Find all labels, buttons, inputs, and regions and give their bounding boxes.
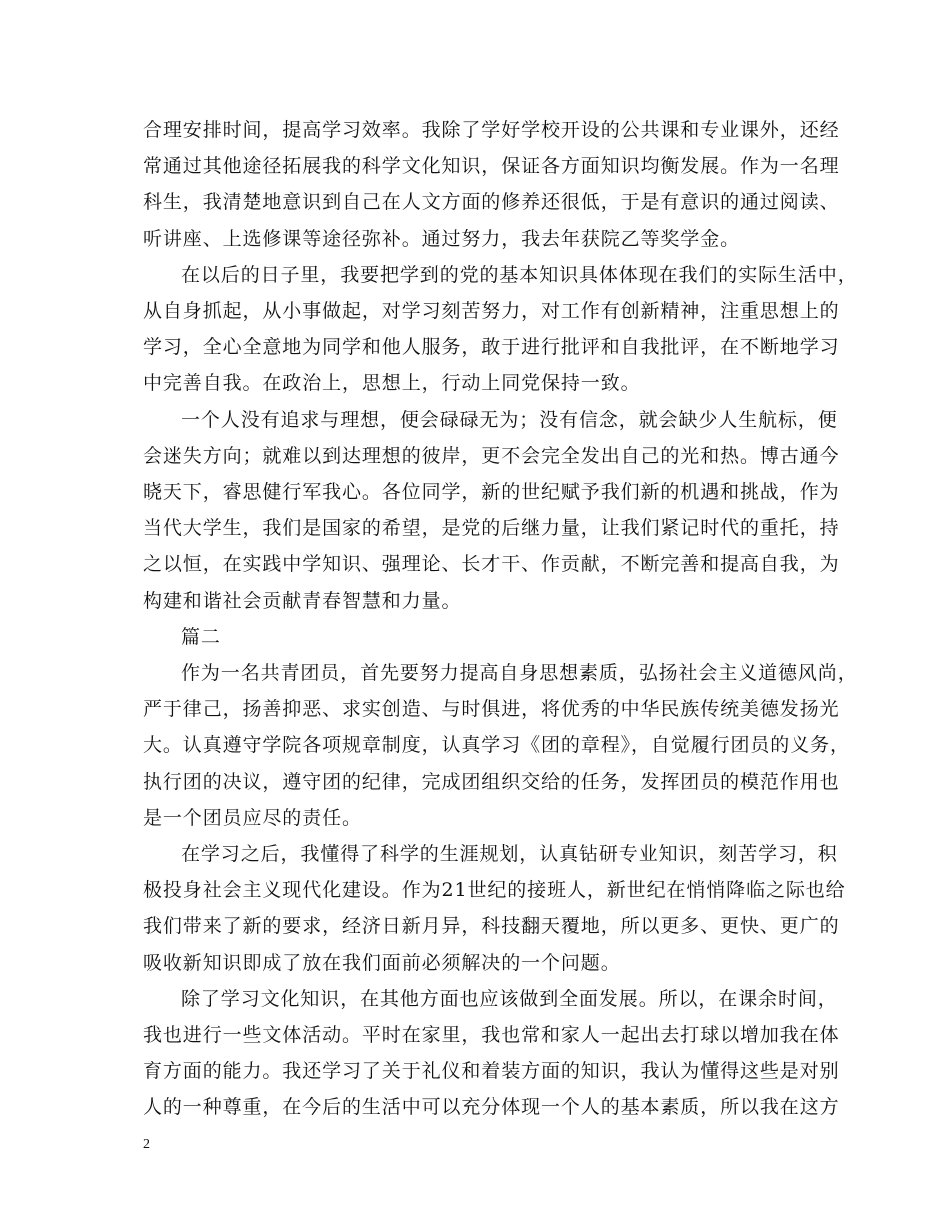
paragraph-career-planning — [143, 836, 846, 981]
text-line: 我也进行一些文体活动。平时在家里，我也常和家人一起出去打球以增加我在体 — [143, 1024, 840, 1047]
page-body — [143, 112, 858, 1126]
text-line: 严于律己，扬善抑恶、求实创造、与时俱进，将优秀的中华民族传统美德发扬光 — [143, 698, 840, 721]
text-line: 是一个团员应尽的责任。 — [143, 806, 362, 829]
text-line: 科生，我清楚地意识到自己在人文方面的修养还很低，于是有意识的通过阅读、 — [143, 191, 840, 214]
paragraph-league-member — [143, 655, 858, 836]
text-line: 会迷失方向；就难以到达理想的彼岸，更不会完全发出自己的光和热。博古通今 — [143, 444, 840, 467]
paragraph-ideals — [143, 402, 840, 619]
text-line: 常通过其他途径拓展我的科学文化知识，保证各方面知识均衡发展。作为一名理 — [143, 155, 840, 178]
text-line: 人的一种尊重，在今后的生活中可以充分体现一个人的基本素质，所以我在这方 — [143, 1096, 840, 1119]
text-line: 从自身抓起，从小事做起，对学习刻苦努力，对工作有创新精神，注重思想上的 — [143, 300, 840, 323]
text-line: 除了学习文化知识，在其他方面也应该做到全面发展。所以，在课余时间， — [181, 987, 838, 1010]
text-line: 在学习之后，我懂得了科学的生涯规划，认真钻研专业知识，刻苦学习，积 — [181, 843, 838, 866]
text-line: 晓天下，睿思健行军我心。各位同学，新的世纪赋予我们新的机遇和挑战，作为 — [143, 481, 840, 504]
text-line: 之以恒，在实践中学知识、强理论、长才干、作贡献，不断完善和提高自我，为 — [143, 553, 840, 576]
text-line: 执行团的决议，遵守团的纪律，完成团组织交给的任务，发挥团员的模范作用也 — [143, 770, 840, 793]
text-line: 育方面的能力。我还学习了关于礼仪和着装方面的知识，我认为懂得这些是对别 — [143, 1060, 840, 1083]
text-line: 我们带来了新的要求，经济日新月异，科技翻天覆地，所以更多、更快、更广的 — [143, 915, 840, 938]
section-heading: 篇二 — [181, 625, 221, 648]
text-line: 听讲座、上选修课等途径弥补。通过努力，我去年获院乙等奖学金。 — [143, 227, 741, 250]
paragraph-future-days — [143, 257, 858, 402]
paragraph-all-round-development — [143, 981, 840, 1126]
text-line: 作为一名共青团员，首先要努力提高自身思想素质，弘扬社会主义道德风尚， — [181, 662, 858, 685]
text-line: 吸收新知识即成了放在我们面前必须解决的一个问题。 — [143, 951, 621, 974]
text-line: 构建和谐社会贡献青春智慧和力量。 — [143, 589, 462, 612]
text-line: 学习，全心全意地为同学和他人服务，敢于进行批评和自我批评，在不断地学习 — [143, 336, 840, 359]
text-line: 大。认真遵守学院各项规章制度，认真学习《团的章程》，自觉履行团员的义务， — [143, 734, 850, 757]
text-line: 合理安排时间，提高学习效率。我除了学好学校开设的公共课和专业课外，还经 — [143, 119, 840, 141]
text-line: 当代大学生，我们是国家的希望，是党的后继力量，让我们紧记时代的重托，持 — [143, 517, 840, 540]
page-number: 2 — [143, 1137, 150, 1152]
text-line: 在以后的日子里，我要把学到的党的基本知识具体体现在我们的实际生活中， — [181, 263, 858, 286]
paragraph-study-efficiency — [143, 112, 840, 257]
text-line: 极投身社会主义现代化建设。作为21世纪的接班人，新世纪在悄悄降临之际也给 — [143, 879, 846, 902]
text-line: 一个人没有追求与理想，便会碌碌无为；没有信念，就会缺少人生航标，便 — [181, 408, 838, 431]
text-line: 中完善自我。在政治上，思想上，行动上同党保持一致。 — [143, 372, 641, 395]
